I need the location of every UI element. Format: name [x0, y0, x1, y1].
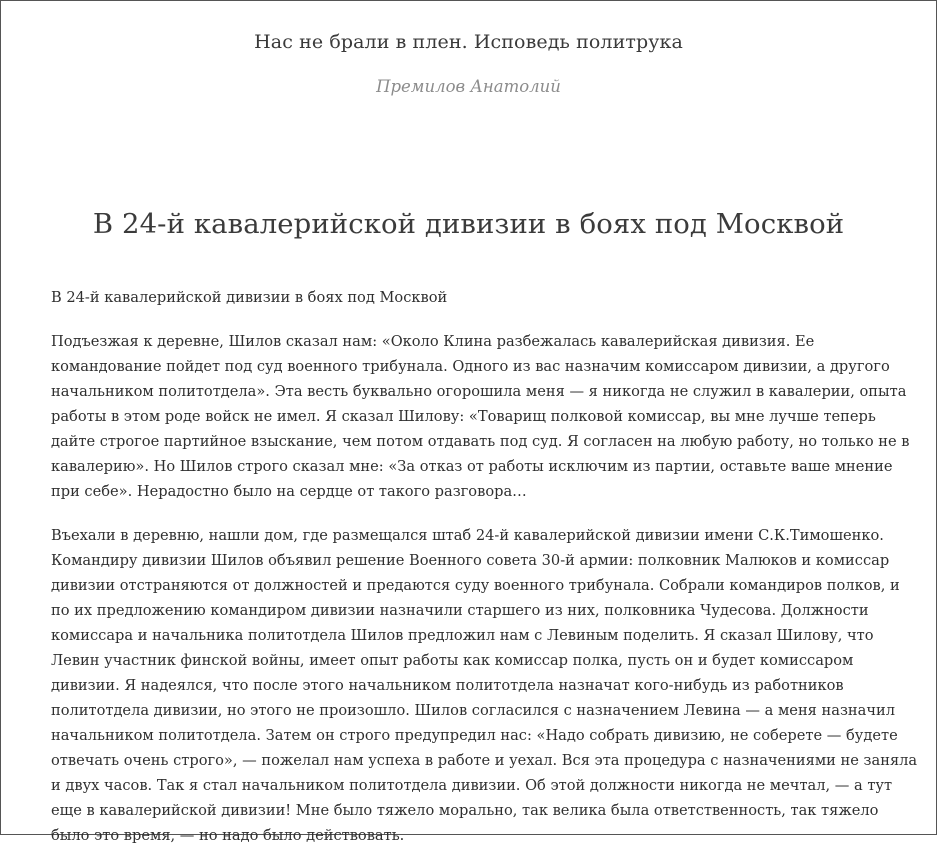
paragraph: В 24-й кавалерийской дивизии в боях под Москвой: [51, 289, 448, 306]
chapter-text: [51, 285, 921, 867]
chapter-title: В 24-й кавалерийской дивизии в боях под Москвой: [92, 208, 845, 240]
book-title: Нас не брали в плен. Исповедь политрука: [254, 31, 683, 53]
paragraph: Въехали в деревню, нашли дом, где размещался штаб 24-й кавалерийской дивизии имени С.К.Тимошенко. Командиру дивизии Шилов объявил решение Военного совета 30-й армии: полковник Малюков и комиссар дивизии отстраняются от должностей и предаются суду военного трибунала. Собрали командиров полков, и по их предложению командиром дивизии назначили старшего из них, полковника Чудесова. Должности комиссара и начальника политотдела Шилов предложил нам с Левиным поделить. Я сказал Шилову, что Левин участник финской войны, имеет опыт работы как комиссар полка, пусть он и будет комиссаром дивизии. Я надеялся, что после этого начальником политотдела назначат кого-нибудь из работников политотдела дивизии, но этого не произошло. Шилов согласился с назначением Левина — а меня назначил начальником политотдела. Затем он строго предупредил нас: «Надо собрать дивизию, не соберете — будете отвечать очень строго», — пожелал нам успеха в работе и уехал. Вся эта процедура с назначениями не заняла и двух часов. Так я стал начальником политотдела дивизии. Об этой должности никогда не мечтал, — а тут еще в кавалерийской дивизии! Мне было тяжело морально, так велика была ответственность, так тяжело было это время, — но надо было действовать.: [51, 527, 918, 844]
book-author: Премилов Анатолий: [376, 77, 561, 96]
paragraph: Подъезжая к деревне, Шилов сказал нам: «Около Клина разбежалась кавалерийская дивизия. Ее командование пойдет под суд военного трибунала. Одного из вас назначим комиссаром дивизии, а другого начальником политотдела». Эта весть буквально огорошила меня — я никогда не служил в кавалерии, опыта работы в этом роде войск не имел. Я сказал Шилову: «Товарищ полковой комиссар, вы мне лучше теперь дайте строгое партийное взыскание, чем потом отдавать под суд. Я согласен на любую работу, но только не в кавалерию». Но Шилов строго сказал мне: «За отказ от работы исключим из партии, оставьте ваше мнение при себе». Нерадостно было на сердце от такого разговора…: [51, 333, 910, 500]
